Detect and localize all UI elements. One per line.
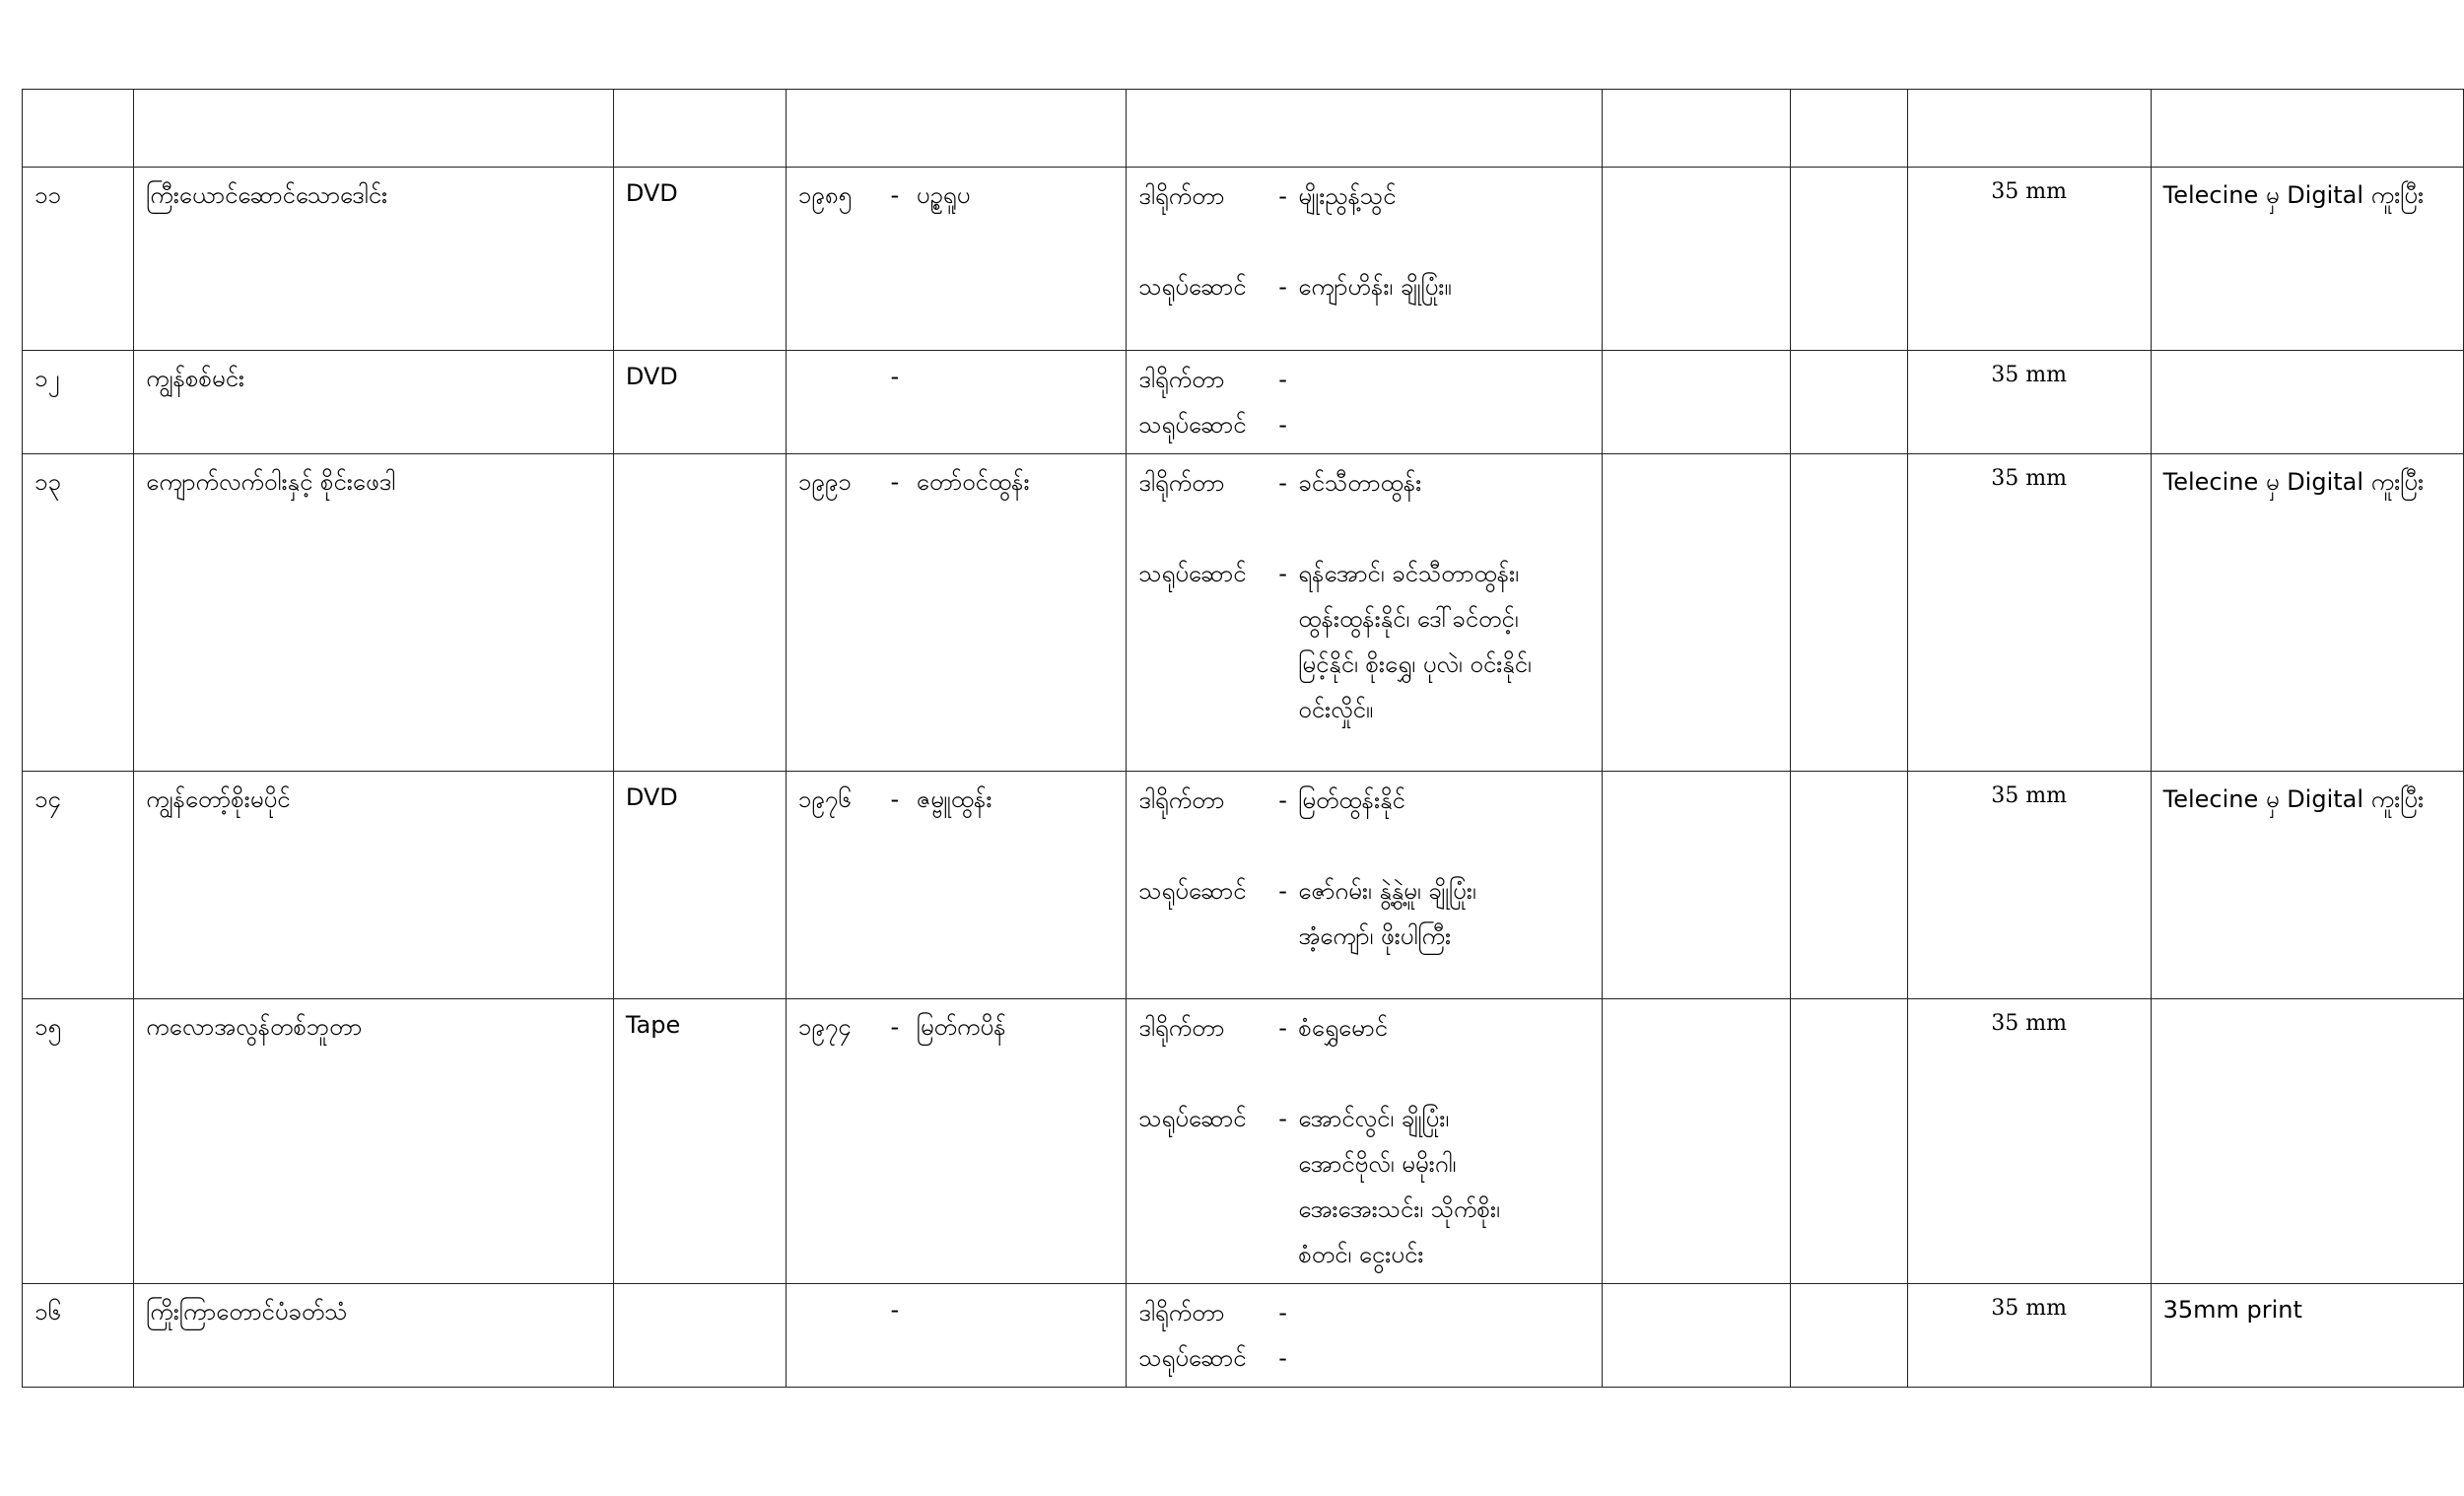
cast-line xyxy=(1138,874,1590,919)
header-cell xyxy=(1127,90,1603,168)
header-row xyxy=(23,90,2464,168)
release-info xyxy=(786,454,1126,772)
header-cell xyxy=(1602,90,1790,168)
media-format: DVD xyxy=(613,772,786,999)
release-year: ၁၉၇၄ xyxy=(797,1013,852,1041)
release-info xyxy=(786,351,1126,454)
director-dash: - xyxy=(1278,469,1287,497)
row-number: ၁၅ xyxy=(23,999,134,1284)
cast-name: ကျော်ဟိန်း၊ ချိုပြုံး။ xyxy=(1298,273,1452,301)
director-line xyxy=(1138,1011,1590,1056)
director-name: ခင်သီတာထွန်း xyxy=(1298,469,1422,497)
header-cell xyxy=(613,90,786,168)
media-format: Tape xyxy=(613,999,786,1284)
header-cell xyxy=(2151,90,2463,168)
film-gauge: 35 mm xyxy=(1907,351,2151,454)
cast-label: သရုပ်ဆောင် xyxy=(1138,1344,1247,1372)
empty-cell xyxy=(1791,772,1907,999)
director-dash: - xyxy=(1278,1299,1287,1326)
director-dash: - xyxy=(1278,786,1287,814)
row-number: ၁၁ xyxy=(23,168,134,351)
cast-line xyxy=(1138,270,1590,315)
row-number: ၁၃ xyxy=(23,454,134,772)
credits-cell xyxy=(1127,351,1603,454)
release-info xyxy=(786,772,1126,999)
cast-line xyxy=(1138,1341,1590,1387)
media-format: DVD xyxy=(613,168,786,351)
transfer-note: 35mm print xyxy=(2151,1284,2463,1388)
director-label: ဒါရိုက်တာ xyxy=(1138,786,1225,814)
release-dash: - xyxy=(890,1296,900,1324)
credits-cell xyxy=(1127,999,1603,1284)
empty-cell xyxy=(1602,1284,1790,1388)
production-studio: ပဥ္စရူပ xyxy=(916,181,971,209)
director-label: ဒါရိုက်တာ xyxy=(1138,366,1225,393)
credits-cell xyxy=(1127,168,1603,351)
cast-dash: - xyxy=(1278,411,1287,439)
cast-name: အံ့ကျော်၊ ဖိုးပါကြီး xyxy=(1298,922,1452,950)
media-format xyxy=(613,1284,786,1388)
film-gauge: 35 mm xyxy=(1907,454,2151,772)
cast-name: မြင့်နိုင်၊ စိုးရွှေ၊ ပုလဲ၊ ဝင်းနိုင်၊ xyxy=(1298,650,1532,678)
header-cell xyxy=(134,90,614,168)
director-line xyxy=(1138,363,1590,408)
cast-dash: - xyxy=(1278,1105,1287,1132)
film-title: ကျွန်တော့်စိုးမပိုင် xyxy=(134,772,614,999)
cast-line xyxy=(1138,408,1590,453)
director-name: စံရွှေမောင် xyxy=(1298,1014,1388,1042)
cast-name: အေးအေးသင်း၊ သိုက်စိုး၊ xyxy=(1298,1195,1500,1223)
director-label: ဒါရိုက်တာ xyxy=(1138,182,1225,210)
empty-cell xyxy=(1602,454,1790,772)
cast-dash: - xyxy=(1278,877,1287,905)
table-row xyxy=(23,168,2464,351)
release-dash: - xyxy=(890,181,900,209)
media-format xyxy=(613,454,786,772)
row-number: ၁၂ xyxy=(23,351,134,454)
film-gauge: 35 mm xyxy=(1907,168,2151,351)
table-row xyxy=(23,454,2464,772)
film-gauge: 35 mm xyxy=(1907,1284,2151,1388)
empty-cell xyxy=(1791,454,1907,772)
row-number: ၁၄ xyxy=(23,772,134,999)
transfer-note: Telecine မှ Digital ကူးပြီး xyxy=(2151,454,2463,772)
director-line xyxy=(1138,1296,1590,1341)
release-year: ၁၉၈၅ xyxy=(797,181,853,209)
release-info xyxy=(786,1284,1126,1388)
table-row xyxy=(23,351,2464,454)
table-row xyxy=(23,772,2464,999)
table-row xyxy=(23,1284,2464,1388)
empty-cell xyxy=(1791,1284,1907,1388)
transfer-note: Telecine မှ Digital ကူးပြီး xyxy=(2151,772,2463,999)
release-year: ၁၉၇၆ xyxy=(797,785,852,813)
production-studio: မြတ်ကပိန် xyxy=(916,1013,1006,1041)
header-cell xyxy=(1791,90,1907,168)
production-studio: တော်ဝင်ထွန်း xyxy=(916,468,1030,496)
cast-name: ထွန်းထွန်းနိုင်၊ ဒေါ်ခင်တင့်၊ xyxy=(1298,605,1519,633)
director-name: မျိုးညွန့်သွင် xyxy=(1298,182,1397,210)
film-title: ကလောအလွန်တစ်ဘူတာ xyxy=(134,999,614,1284)
cast-name: ဝင်းလှိုင်။ xyxy=(1298,696,1374,723)
empty-cell xyxy=(1791,168,1907,351)
cast-label: သရုပ်ဆောင် xyxy=(1138,273,1247,301)
director-dash: - xyxy=(1278,182,1287,210)
film-gauge: 35 mm xyxy=(1907,772,2151,999)
cast-dash: - xyxy=(1278,273,1287,301)
director-line xyxy=(1138,179,1590,225)
header-cell xyxy=(786,90,1126,168)
director-label: ဒါရိုက်တာ xyxy=(1138,469,1225,497)
transfer-note xyxy=(2151,351,2463,454)
director-label: ဒါရိုက်တာ xyxy=(1138,1014,1225,1042)
credits-cell xyxy=(1127,772,1603,999)
director-label: ဒါရိုက်တာ xyxy=(1138,1299,1225,1326)
credits-cell xyxy=(1127,1284,1603,1388)
header-cell xyxy=(1907,90,2151,168)
director-dash: - xyxy=(1278,366,1287,393)
cast-name: ဇော်ဂမ်း၊ နွဲ့နွဲ့မူ၊ ချိုပြုံး၊ xyxy=(1298,877,1476,905)
cast-label: သရုပ်ဆောင် xyxy=(1138,560,1247,587)
film-title: ကြိုးကြာတောင်ပံခတ်သံ xyxy=(134,1284,614,1388)
release-year: ၁၉၉၁ xyxy=(797,468,852,496)
film-archive-sheet xyxy=(22,89,2464,1388)
release-info xyxy=(786,168,1126,351)
director-line xyxy=(1138,466,1590,511)
release-dash: - xyxy=(890,785,900,813)
empty-cell xyxy=(1602,772,1790,999)
cast-label: သရုပ်ဆောင် xyxy=(1138,877,1247,905)
empty-cell xyxy=(1602,351,1790,454)
cast-name: စံတင်၊ ငွေးပင်း xyxy=(1298,1241,1424,1268)
cast-line xyxy=(1138,557,1590,602)
cast-dash: - xyxy=(1278,560,1287,587)
cast-line xyxy=(1138,1102,1590,1147)
cast-name: ရန်အောင်၊ ခင်သီတာထွန်း၊ xyxy=(1298,560,1519,587)
table-body xyxy=(23,90,2464,1388)
film-gauge: 35 mm xyxy=(1907,999,2151,1284)
production-studio: ဇမ္ဗူထွန်း xyxy=(916,785,992,813)
empty-cell xyxy=(1791,999,1907,1284)
cast-dash: - xyxy=(1278,1344,1287,1372)
empty-cell xyxy=(1602,999,1790,1284)
director-name: မြတ်ထွန်းနိုင် xyxy=(1298,786,1405,814)
release-dash: - xyxy=(890,1013,900,1041)
row-number: ၁၆ xyxy=(23,1284,134,1388)
empty-cell xyxy=(1602,168,1790,351)
transfer-note: Telecine မှ Digital ကူးပြီး xyxy=(2151,168,2463,351)
cast-name: အောင်ဗိုလ်၊ မမိုးဂါ၊ xyxy=(1298,1150,1457,1178)
transfer-note xyxy=(2151,999,2463,1284)
release-dash: - xyxy=(890,468,900,496)
header-cell xyxy=(23,90,134,168)
cast-name: အောင်လွင်၊ ချိုပြုံး၊ xyxy=(1298,1105,1450,1132)
cast-label: သရုပ်ဆောင် xyxy=(1138,1105,1247,1132)
table-row xyxy=(23,999,2464,1284)
cast-label: သရုပ်ဆောင် xyxy=(1138,411,1247,439)
film-title: ကျွန်စစ်မင်း xyxy=(134,351,614,454)
media-format: DVD xyxy=(613,351,786,454)
director-line xyxy=(1138,783,1590,829)
film-table xyxy=(22,89,2464,1388)
film-title: ကြီးယောင်ဆောင်သောဒေါင်း xyxy=(134,168,614,351)
director-dash: - xyxy=(1278,1014,1287,1042)
release-info xyxy=(786,999,1126,1284)
film-title: ကျောက်လက်ဝါးနှင့် စိုင်းဖေဒါ xyxy=(134,454,614,772)
credits-cell xyxy=(1127,454,1603,772)
empty-cell xyxy=(1791,351,1907,454)
release-dash: - xyxy=(890,363,900,390)
